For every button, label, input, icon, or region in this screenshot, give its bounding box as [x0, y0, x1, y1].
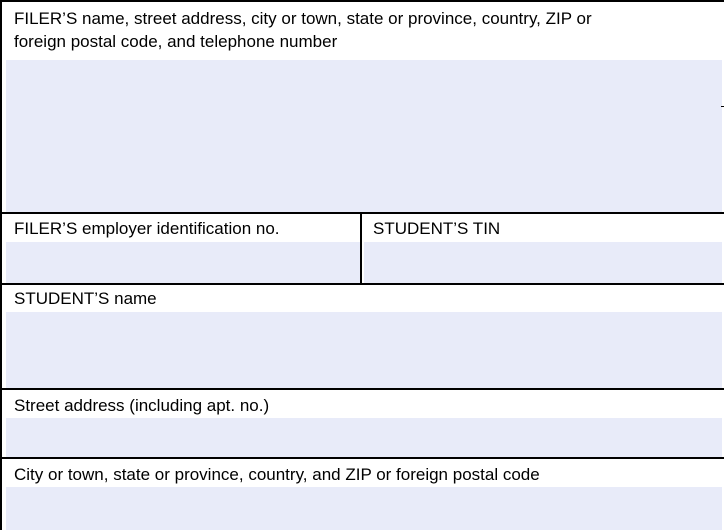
city-state-zip-label: City or town, state or province, country, and ZIP or foreign postal code	[14, 465, 540, 484]
student-tin-field[interactable]	[364, 242, 722, 283]
column-divider	[360, 212, 362, 284]
student-tin-label: STUDENT’S TIN	[373, 219, 501, 238]
filer-info-label-line2: foreign postal code, and telephone number	[14, 32, 338, 51]
filer-info-field[interactable]	[6, 60, 722, 212]
student-name-field[interactable]	[6, 312, 722, 388]
divider-line	[2, 283, 724, 285]
filer-info-label-line1: FILER’S name, street address, city or town, state or province, country, ZIP or	[14, 9, 592, 28]
street-address-label: Street address (including apt. no.)	[14, 396, 270, 415]
street-address-field[interactable]	[6, 418, 722, 457]
divider-line	[2, 388, 724, 390]
divider-line	[2, 457, 724, 459]
city-state-zip-field[interactable]	[6, 487, 722, 530]
student-name-label: STUDENT’S name	[14, 289, 157, 308]
filer-ein-label: FILER’S employer identification no.	[14, 219, 280, 238]
divider-line	[2, 212, 724, 214]
filer-ein-field[interactable]	[6, 242, 360, 283]
